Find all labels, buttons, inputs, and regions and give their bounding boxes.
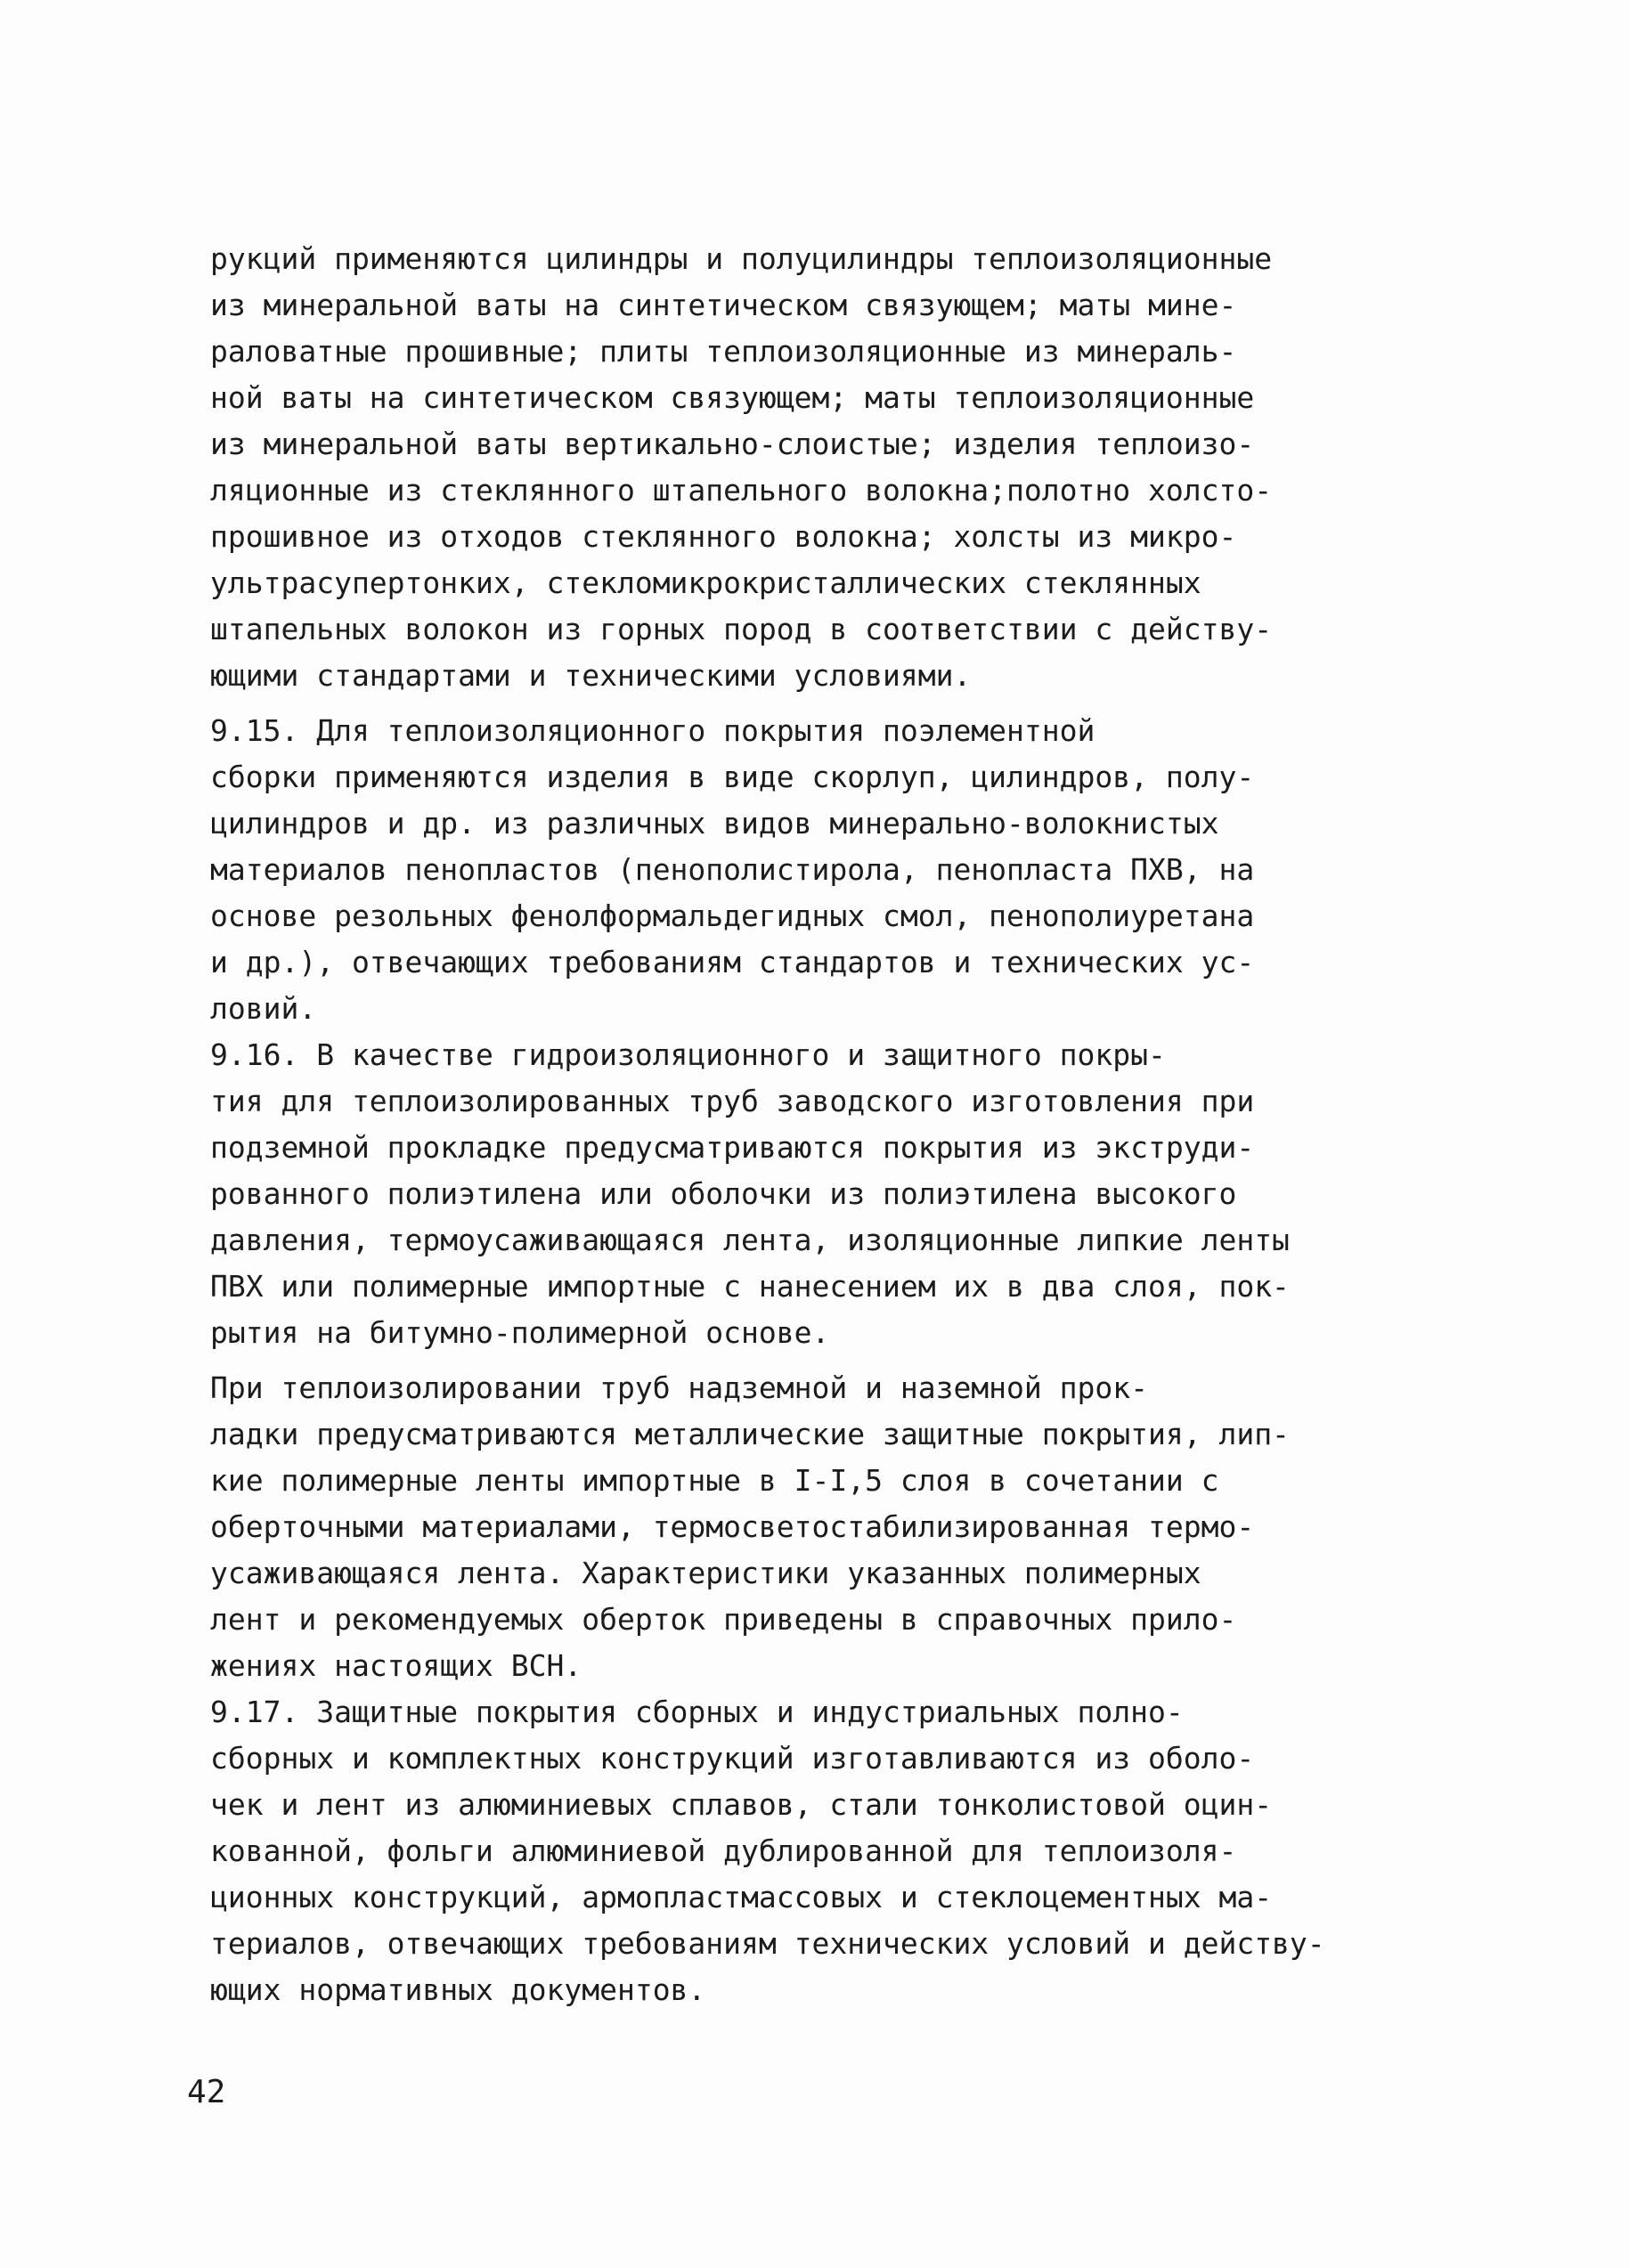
body-text bbox=[210, 236, 1395, 2013]
page-number: 42 bbox=[187, 2074, 226, 2110]
text-line: из минеральной ваты на синтетическом связующем; маты мине- bbox=[210, 288, 1237, 322]
text-line: рытия на битумно-полимерной основе. bbox=[210, 1315, 830, 1350]
text-line: давления, термоусаживающаяся лента, изоляционные липкие ленты bbox=[210, 1223, 1290, 1257]
text-line: ющими стандартами и техническими условиями. bbox=[210, 658, 972, 693]
text-line: лент и рекомендуемых оберток приведены в справочных прило- bbox=[210, 1602, 1237, 1637]
text-line: ловий. bbox=[210, 991, 317, 1026]
text-line: ционных конструкций, армопластмассовых и стеклоцементных ма- bbox=[210, 1880, 1273, 1914]
text-line: усаживающаяся лента. Характеристики указанных полимерных bbox=[210, 1556, 1201, 1590]
text-line: 9.17. Защитные покрытия сборных и индустриальных полно- bbox=[210, 1695, 1184, 1729]
text-line: из минеральной ваты вертикально-слоистые; изделия теплоизо- bbox=[210, 427, 1255, 461]
text-line: 9.15. Для теплоизоляционного покрытия поэлементной bbox=[210, 713, 1096, 748]
text-line: сборных и комплектных конструкций изготавливаются из оболо- bbox=[210, 1741, 1255, 1776]
text-line: основе резольных фенолформальдегидных смол, пенополиуретана bbox=[210, 898, 1255, 933]
text-line: оберточными материалами, термосветостабилизированная термо- bbox=[210, 1509, 1255, 1544]
text-line: чек и лент из алюминиевых сплавов, стали тонколистовой оцин- bbox=[210, 1787, 1273, 1822]
text-line: штапельных волокон из горных пород в соответствии с действу- bbox=[210, 612, 1273, 646]
text-line: ляционные из стеклянного штапельного волокна;полотно холсто- bbox=[210, 473, 1273, 508]
text-line: ной ваты на синтетическом связующем; маты теплоизоляционные bbox=[210, 380, 1255, 415]
text-line: тия для теплоизолированных труб заводского изготовления при bbox=[210, 1084, 1255, 1118]
text-line: жениях настоящих ВСН. bbox=[210, 1648, 582, 1683]
text-line: кие полимерные ленты импортные в I-I,5 слоя в сочетании с bbox=[210, 1463, 1219, 1498]
paragraph-gap bbox=[210, 699, 1395, 708]
text-line: 9.16. В качестве гидроизоляционного и защитного покры- bbox=[210, 1037, 1166, 1072]
text-line: ладки предусматриваются металлические защитные покрытия, лип- bbox=[210, 1417, 1290, 1451]
text-line: материалов пенопластов (пенополистирола, пенопласта ПХВ, на bbox=[210, 852, 1255, 887]
text-line: При теплоизолировании труб надземной и наземной прок- bbox=[210, 1370, 1148, 1405]
text-line: прошивное из отходов стеклянного волокна; холсты из микро- bbox=[210, 519, 1237, 554]
text-line: ПВХ или полимерные импортные с нанесением их в два слоя, пок- bbox=[210, 1269, 1290, 1304]
text-line: раловатные прошивные; плиты теплоизоляционные из минераль- bbox=[210, 334, 1237, 369]
text-line: рованного полиэтилена или оболочки из полиэтилена высокого bbox=[210, 1176, 1237, 1211]
text-line: кованной, фольги алюминиевой дублированной для теплоизоля- bbox=[210, 1833, 1237, 1868]
text-line: подземной прокладке предусматриваются покрытия из экструди- bbox=[210, 1130, 1255, 1165]
text-line: рукций применяются цилиндры и полуцилиндры теплоизоляционные bbox=[210, 241, 1273, 276]
paragraph-gap bbox=[210, 1356, 1395, 1365]
text-line: сборки применяются изделия в виде скорлуп, цилиндров, полу- bbox=[210, 760, 1255, 794]
text-line: и др.), отвечающих требованиям стандартов и технических ус- bbox=[210, 945, 1255, 980]
text-line: ультрасупертонких, стекломикрокристаллических стеклянных bbox=[210, 565, 1201, 600]
text-line: цилиндров и др. из различных видов минерально-волокнистых bbox=[210, 806, 1219, 841]
text-line: ющих нормативных документов. bbox=[210, 1972, 706, 2007]
text-line: териалов, отвечающих требованиям технических условий и действу- bbox=[210, 1926, 1325, 1961]
